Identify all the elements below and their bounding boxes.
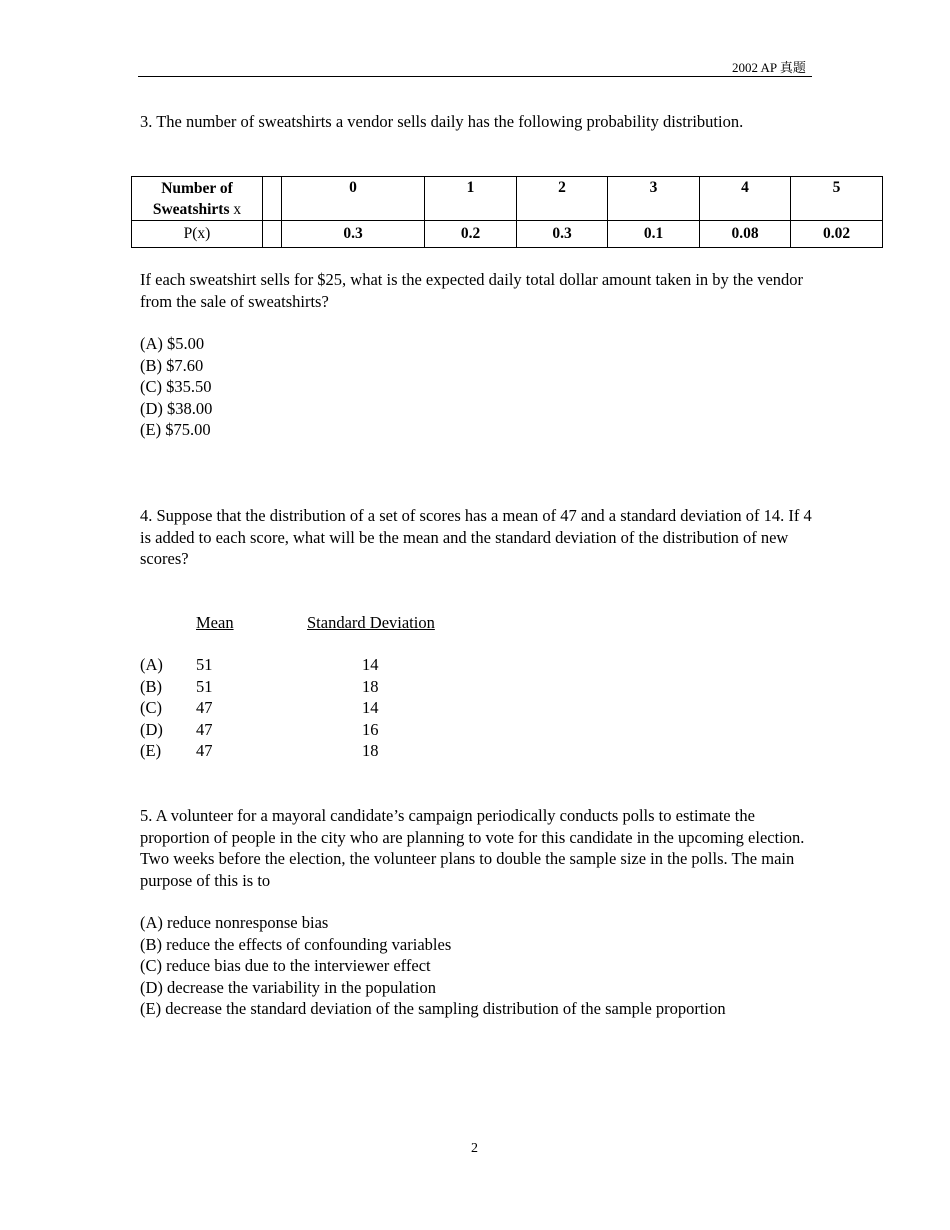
q4-option-mean: 51 bbox=[196, 676, 213, 696]
x-cell: 4 bbox=[700, 177, 791, 221]
x-cell: 1 bbox=[425, 177, 517, 221]
row-header-line1: Number of bbox=[161, 180, 233, 197]
q3-option-c: (C) $35.50 bbox=[140, 377, 212, 396]
p-cell: 0.3 bbox=[517, 221, 608, 248]
x-cell: 2 bbox=[517, 177, 608, 221]
spacer-cell bbox=[263, 221, 282, 248]
table-row-x bbox=[132, 177, 883, 221]
probability-table bbox=[131, 176, 883, 248]
q5-option-e: (E) decrease the standard deviation of the sampling distribution of the sample proportion bbox=[140, 999, 726, 1018]
p-cell: 0.08 bbox=[700, 221, 791, 248]
row-header-p: P(x) bbox=[132, 221, 263, 248]
p-cell: 0.3 bbox=[282, 221, 425, 248]
q4-option-mean: 51 bbox=[196, 655, 213, 674]
q3-option-e: (E) $75.00 bbox=[140, 420, 211, 439]
header-rule bbox=[138, 76, 812, 77]
q4-option-mean: 47 bbox=[196, 741, 213, 760]
q4-option-sd: 16 bbox=[362, 719, 379, 739]
q3-option-d: (D) $38.00 bbox=[140, 398, 213, 418]
row-header-line2: Sweatshirts bbox=[152, 201, 230, 218]
q4-option-sd: 18 bbox=[362, 741, 379, 760]
q5-prompt: 5. A volunteer for a mayoral candidate’s campaign periodically conducts polls to estimate the proportion of people in the city who are planning to vote for this candidate in the upcoming election. Two weeks before the election, the volunteer plans to double the sample size in the polls. The main purpose of this is to bbox=[140, 806, 805, 890]
q5-option-a: (A) reduce nonresponse bias bbox=[140, 913, 329, 932]
q5-option-b: (B) reduce the effects of confounding variables bbox=[140, 934, 452, 954]
q4-option-letter: (B) bbox=[140, 676, 162, 696]
x-cell: 5 bbox=[791, 177, 883, 221]
page-header: 2002 AP 真题 bbox=[732, 60, 806, 75]
q5-option-c: (C) reduce bias due to the interviewer effect bbox=[140, 956, 431, 975]
p-cell: 0.2 bbox=[425, 221, 517, 248]
q4-option-letter: (E) bbox=[140, 741, 162, 760]
x-cell: 0 bbox=[282, 177, 425, 221]
q4-option-letter: (C) bbox=[140, 698, 162, 717]
q5-options bbox=[140, 912, 726, 1020]
q4-option-sd: 18 bbox=[362, 676, 379, 696]
row-header-x bbox=[132, 177, 263, 221]
p-cell: 0.02 bbox=[791, 221, 883, 248]
spacer-cell bbox=[263, 177, 282, 221]
row-header-var: x bbox=[233, 201, 242, 218]
q3-option-a: (A) $5.00 bbox=[140, 334, 205, 353]
q4-option-sd: 14 bbox=[362, 655, 379, 674]
q4-option-sd: 14 bbox=[362, 698, 379, 717]
q4-col-mean: Mean bbox=[196, 613, 234, 632]
q4-option-mean: 47 bbox=[196, 719, 213, 739]
p-cell: 0.1 bbox=[608, 221, 700, 248]
page-number: 2 bbox=[471, 1141, 478, 1156]
q4-option-mean: 47 bbox=[196, 698, 213, 717]
q3-question: If each sweatshirt sells for $25, what is the expected daily total dollar amount taken in by the vendor from the sale of sweatshirts? bbox=[140, 270, 804, 311]
q4-option-letter: (A) bbox=[140, 655, 163, 674]
q3-prompt: 3. The number of sweatshirts a vendor sells daily has the following probability distribution. bbox=[140, 112, 744, 131]
q5-option-d: (D) decrease the variability in the population bbox=[140, 977, 436, 997]
q4-col-sd: Standard Deviation bbox=[307, 613, 435, 632]
q3-option-b: (B) $7.60 bbox=[140, 355, 204, 375]
q4-prompt: 4. Suppose that the distribution of a set of scores has a mean of 47 and a standard deviation of 14. If 4 is added to each score, what will be the mean and the standard deviation of the distribution of new scores? bbox=[140, 506, 812, 568]
q3-options bbox=[140, 333, 212, 441]
q4-option-letter: (D) bbox=[140, 719, 163, 739]
table-row-p bbox=[132, 221, 883, 248]
x-cell: 3 bbox=[608, 177, 700, 221]
